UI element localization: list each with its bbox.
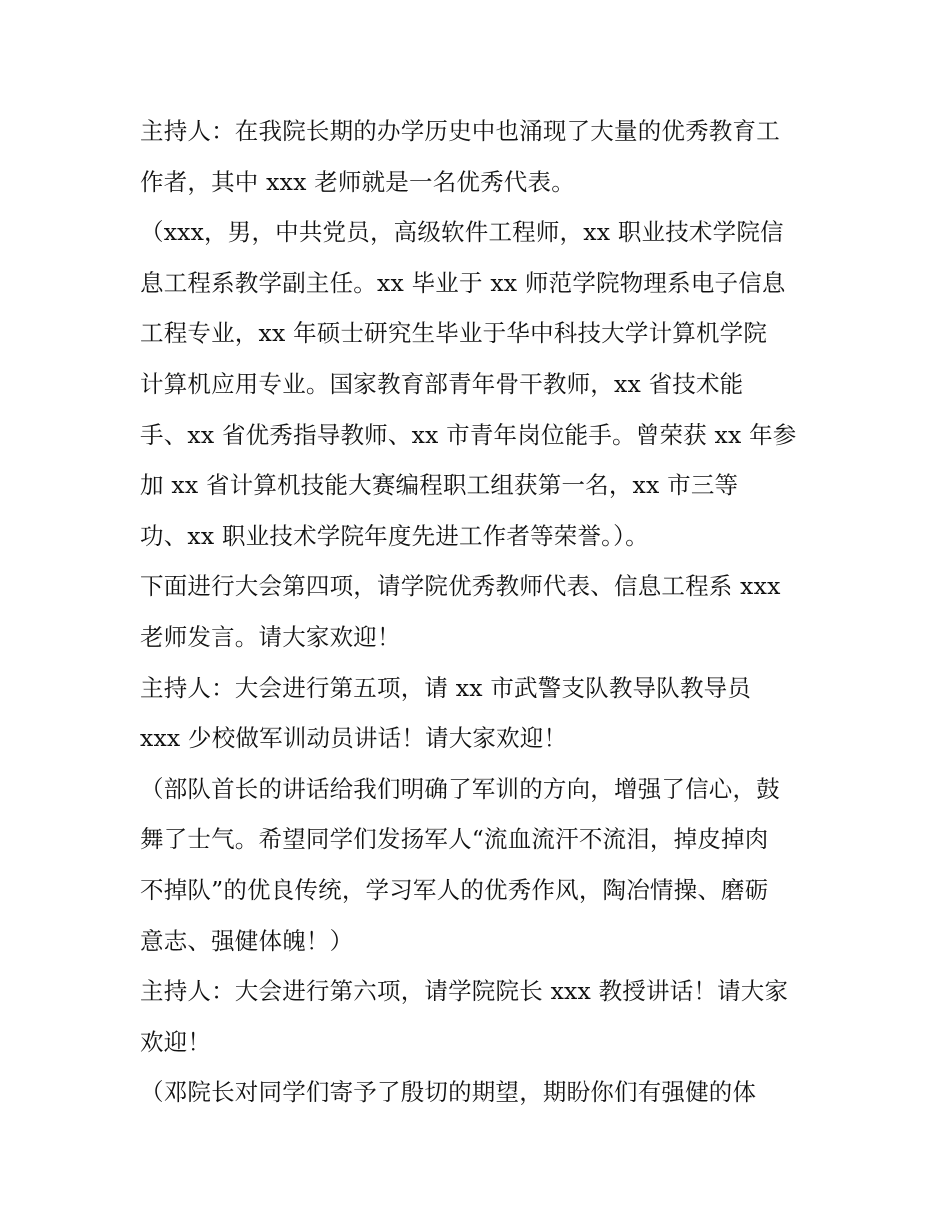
text-line-20: （邓院长对同学们寄予了殷切的期望，期盼你们有强健的体 [140,1078,757,1107]
text-line-7: 手、xx 省优秀指导教师、xx 市青年岗位能手。曾荣获 xx 年参 [140,420,797,449]
text-line-8: 加 xx 省计算机技能大赛编程职工组获第一名，xx 市三等 [140,471,739,500]
text-line-13: xxx 少校做军训动员讲话！请大家欢迎！ [140,724,568,753]
text-line-1: 主持人：在我院长期的办学历史中也涌现了大量的优秀教育工 [140,117,780,145]
text-line-6: 计算机应用专业。国家教育部青年骨干教师，xx 省技术能 [140,369,744,398]
text-line-12: 主持人：大会进行第五项，请 xx 市武警支队教导队教导员 [140,673,752,702]
text-line-9: 功、xx 职业技术学院年度先进工作者等荣誉。）。 [140,521,649,550]
text-line-11: 老师发言。请大家欢迎！ [140,622,401,651]
text-line-10: 下面进行大会第四项，请学院优秀教师代表、信息工程系 xxx [140,572,781,601]
text-line-19: 欢迎！ [140,1027,212,1056]
text-line-5: 工程专业，xx 年硕士研究生毕业于华中科技大学计算机学院 [140,319,768,348]
text-line-4: 息工程系教学副主任。xx 毕业于 xx 师范学院物理系电子信息 [140,268,786,297]
text-line-15: 舞了士气。希望同学们发扬军人“流血流汗不流泪，掉皮掉肉 [140,825,769,854]
text-line-17: 意志、强健体魄！） [140,926,354,955]
document-body [140,106,820,1118]
text-line-14: （部队首长的讲话给我们明确了军训的方向，增强了信心，鼓 [140,774,780,803]
text-line-3: （xxx，男，中共党员，高级软件工程师，xx 职业技术学院信 [140,218,784,247]
text-line-18: 主持人：大会进行第六项，请学院院长 xxx 教授讲话！请大家 [140,977,789,1006]
text-line-2: 作者，其中 xxx 老师就是一名优秀代表。 [140,167,575,196]
text-line-16: 不掉队”的优良传统，学习军人的优秀作风，陶冶情操、磨砺 [140,875,769,904]
